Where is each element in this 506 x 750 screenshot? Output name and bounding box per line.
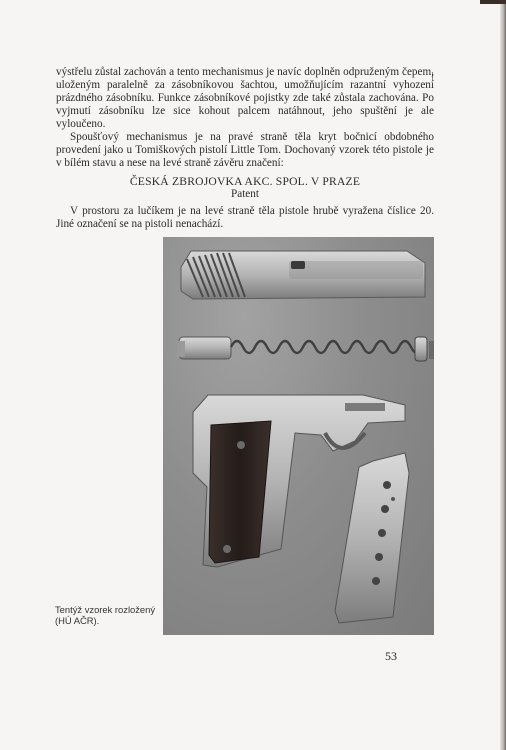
marking-line-2: Patent — [231, 188, 259, 200]
photo-caption — [55, 604, 160, 626]
page-number: 53 — [385, 649, 397, 663]
caption-line-2: (HÚ AČR). — [55, 615, 100, 626]
scan-corner-mark — [480, 0, 506, 4]
marking-line-1: ČESKÁ ZBROJOVKA AKC. SPOL. V PRAZE — [129, 175, 361, 188]
magazine — [335, 453, 409, 623]
paragraph-2: Spoušťový mechanismus je na pravé straně těla kryt bočnicí obdobného provedení jako u Tomiškových pistolí Little Tom. Dochovaný vzorek této pistole je v bílém stavu a nese na levé straně závěru značení: — [56, 131, 434, 169]
caption-line-1: Tentýž vzorek rozložený — [55, 604, 156, 615]
body-text — [56, 66, 434, 231]
pistol-photo — [163, 237, 434, 635]
paragraph-3: V prostoru za lučíkem je na levé straně těla pistole hrubě vyražena číslice 20. Jiné označení se na pistoli nenachází. — [56, 205, 434, 230]
pistol-disassembled-illustration — [163, 237, 434, 635]
page-edge — [500, 0, 506, 750]
barrel-and-spring — [177, 337, 434, 361]
slide — [181, 251, 425, 299]
paragraph-1: výstřelu zůstal zachován a tento mechanismus je navíc doplněn odpruženým čepem, uloženým paralelně za zásobníkovou šachtou, umožňujícím razantní vyhození prázdného zásobníku. Funkce zásobníkové pojistky zde také zůstala zachována. Po vyjmutí zásobníku lze sice kohout palcem natáhnout, jeho spuštění je ale vyloučeno. — [56, 66, 434, 130]
